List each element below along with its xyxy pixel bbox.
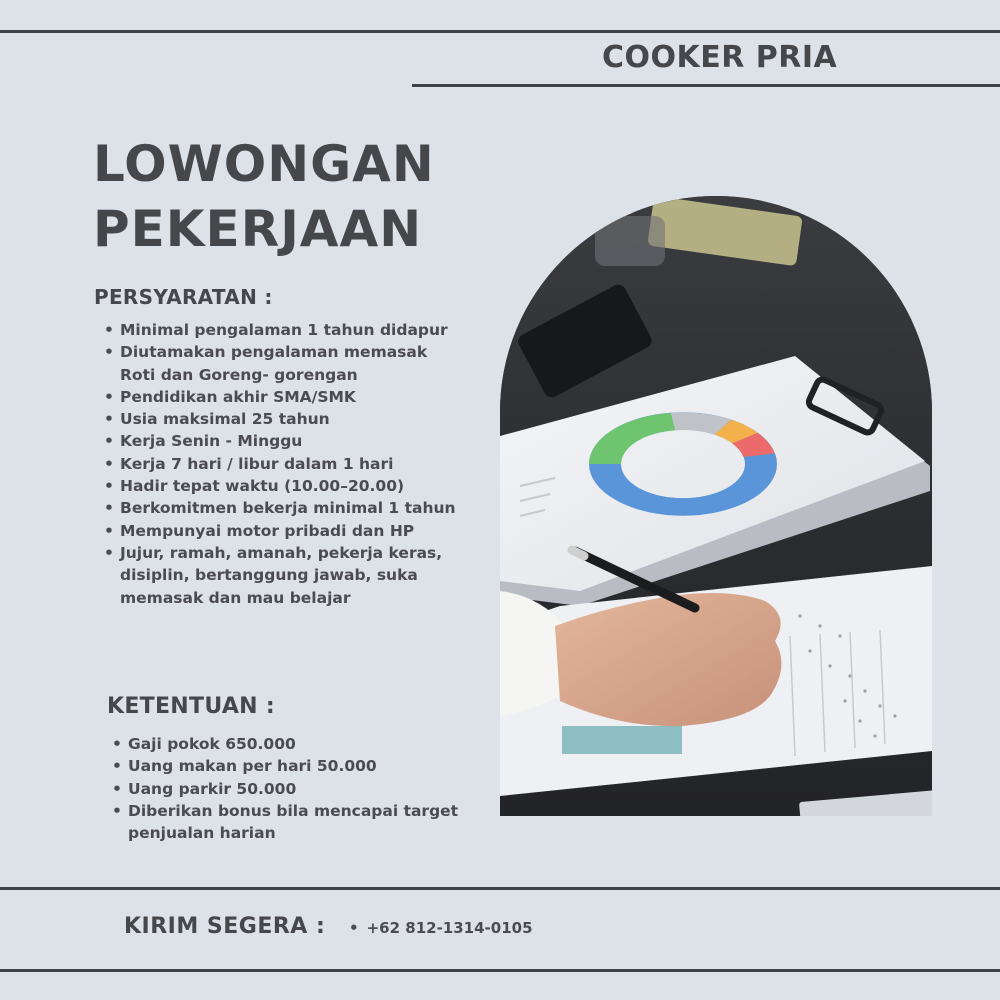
terms-list	[108, 733, 468, 844]
list-item: • Kerja Senin - Minggu	[100, 430, 460, 452]
main-title	[93, 132, 435, 262]
list-item: • Mempunyai motor pribadi dan HP	[100, 520, 460, 542]
list-item: • Hadir tepat waktu (10.00–20.00)	[100, 475, 460, 497]
list-item: • Jujur, ramah, amanah, pekerja keras, disiplin, bertanggung jawab, suka memasak dan mau belajar	[100, 542, 460, 609]
requirements-heading: PERSYARATAN :	[94, 285, 273, 309]
list-item: • Pendidikan akhir SMA/SMK	[100, 386, 460, 408]
footer-divider-bottom	[0, 969, 1000, 972]
list-item: • Usia maksimal 25 tahun	[100, 408, 460, 430]
main-title-line-2: PEKERJAAN	[93, 200, 423, 258]
terms-heading: KETENTUAN :	[107, 694, 275, 719]
list-item: • Diberikan bonus bila mencapai target penjualan harian	[108, 800, 468, 845]
list-item: • Gaji pokok 650.000	[108, 733, 468, 755]
phone-number: +62 812-1314-0105	[366, 919, 533, 937]
list-item: • Uang makan per hari 50.000	[108, 755, 468, 777]
list-item: • Diutamakan pengalaman memasak Roti dan Goreng- gorengan	[100, 341, 460, 386]
office-desk-photo	[500, 196, 932, 816]
top-divider	[0, 30, 1000, 33]
list-item: • Berkomitmen bekerja minimal 1 tahun	[100, 497, 460, 519]
header-divider	[412, 84, 1000, 87]
send-now-label: KIRIM SEGERA :	[124, 914, 326, 939]
bullet-icon: •	[349, 919, 359, 937]
list-item: • Kerja 7 hari / libur dalam 1 hari	[100, 453, 460, 475]
list-item: • Minimal pengalaman 1 tahun didapur	[100, 319, 460, 341]
requirements-list	[100, 319, 460, 609]
footer-divider-top	[0, 887, 1000, 890]
list-item: • Uang parkir 50.000	[108, 778, 468, 800]
job-position-title: COOKER PRIA	[602, 40, 838, 75]
main-title-line-1: LOWONGAN	[93, 135, 435, 193]
contact-phone	[349, 919, 533, 937]
